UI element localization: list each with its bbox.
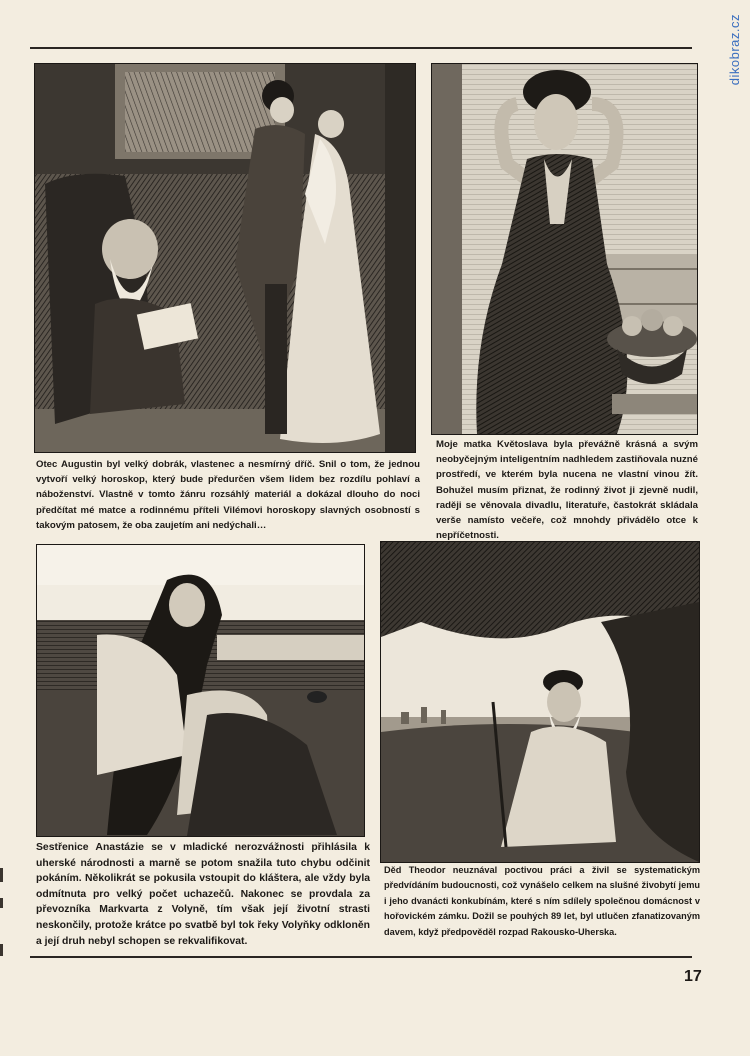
scan-edge-mark — [0, 868, 3, 882]
page-number: 17 — [684, 968, 702, 985]
site-watermark: dikobraz.cz — [727, 14, 742, 86]
scan-edge-mark — [0, 898, 3, 908]
engraving-anastazie-grieving — [36, 544, 365, 837]
engraving-augustin-reading — [34, 63, 416, 453]
caption-kvetoslava: Moje matka Květoslava byla převážně krásná a svým neobyčejným inteligentním nadhledem zastiňovala nuzné prostředí, ve kterém byla nucena ne vlastní vinou žít. Bohužel musím přiznat, že rodinný život ji zjevně nudil, raději se věnovala divadlu, literatuře, častokrát skládala verše namísto večeře, což mnohdy přivádělo otce k nepříčetnosti. — [436, 439, 698, 542]
caption-theodor: Děd Theodor neuznával poctivou práci a živil se systematickým předvídáním budoucnosti, což vynášelo celkem na slušné živobytí jemu i jeho dvanácti konkubínám, které s ním sdílely společnou domácnost v hořovickém zámku. Dožil se pouhých 89 let, byl utlučen zfanatizovaným davem, když předpověděl rozpad Rakousko-Uherska. — [384, 865, 700, 937]
engraving-kvetoslava-portrait — [431, 63, 698, 435]
scan-edge-mark — [0, 944, 3, 956]
caption-augustin: Otec Augustin byl velký dobrák, vlastenec a nesmírný dříč. Snil o tom, že jednou vytvoří velký horoskop, který bude předurčen všem lidem bez rozdílu pohlaví a náboženství. Vlastně v tomto žánru rozsáhlý materiál a dokázal dlouho do noci předčítat mé matce a rodinnému příteli Vilémovi horoskopy slavných osobností s takovým patosem, že oba zaujetím ani nedýchali… — [36, 459, 420, 531]
top-rule — [30, 47, 692, 49]
engraving-theodor-seated — [380, 541, 700, 863]
caption-anastazie: Sestřenice Anastázie se v mladické nerozvážnosti přihlásila k uherské národnosti a marně se potom snažila tuto chybu odčinit pokáním. Několikrát se pokusila vstoupit do kláštera, ale vždy byla odmítnuta pro velký počet uchazečů. Nakonec se provdala za převozníka Markvarta z Volyně, tím však její životní strasti neskončily, protože krátce po svatbě byl tok řeky Volyňky odkloněn a její druh nebyl schopen se rekvalifikovat. — [36, 842, 370, 947]
bottom-rule — [30, 956, 692, 958]
